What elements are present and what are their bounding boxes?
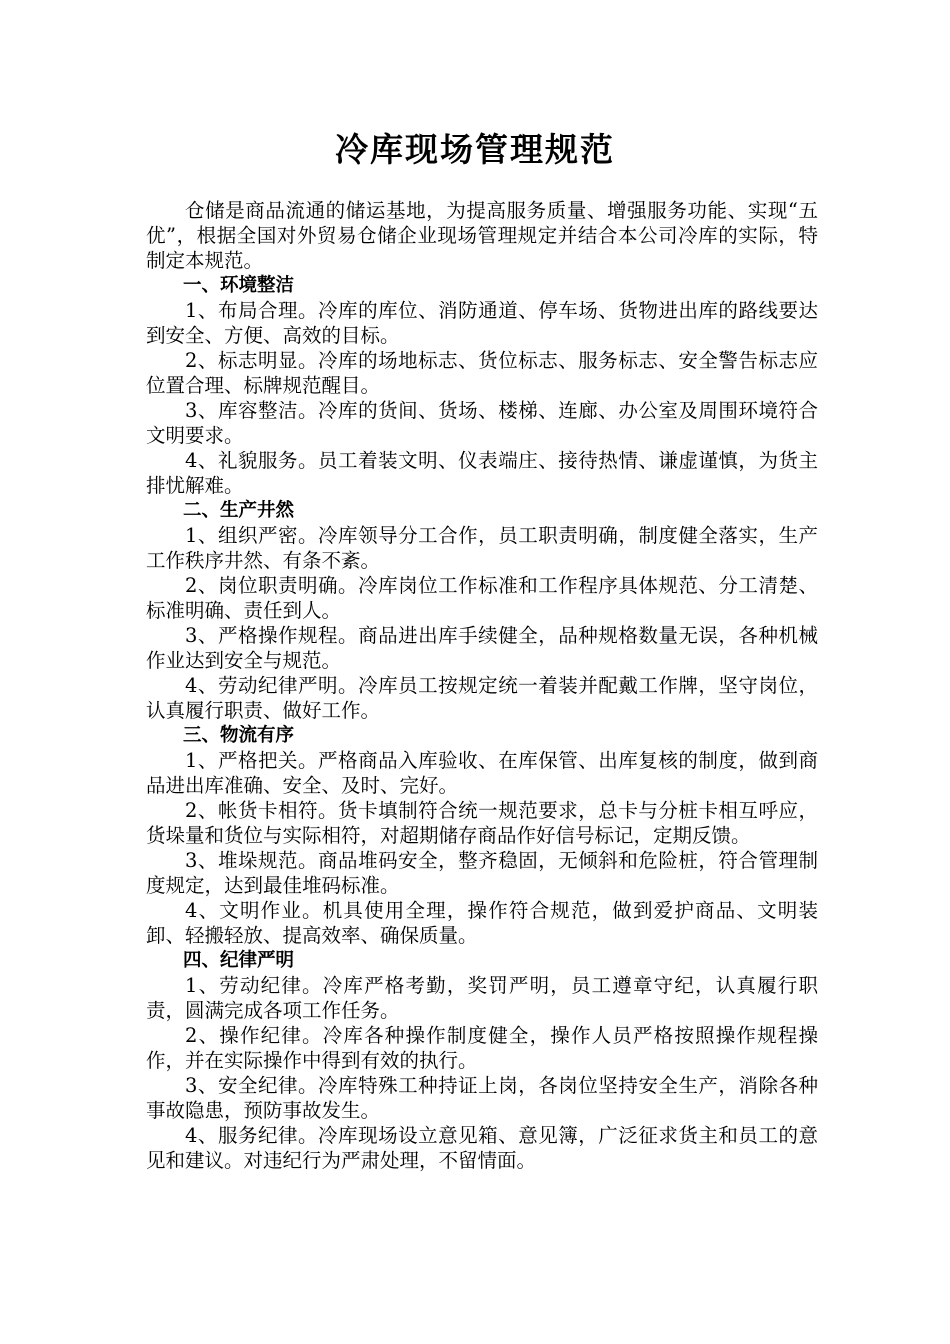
document-body (146, 198, 818, 1173)
section-2-item-2: 2、岗位职责明确。冷库岗位工作标准和工作程序具体规范、分工清楚、标准明确、责任到人。 (146, 574, 818, 622)
intro-paragraph: 仓储是商品流通的储运基地，为提高服务质量、增强服务功能、实现“五优”，根据全国对外贸易仓储企业现场管理规定并结合本公司冷库的实际，特制定本规范。 (146, 199, 818, 272)
section-3-item-1: 1、严格把关。严格商品入库验收、在库保管、出库复核的制度，做到商品进出库准确、安全、及时、完好。 (146, 749, 818, 797)
section-3-item-2: 2、帐货卡相符。货卡填制符合统一规范要求，总卡与分桩卡相互呼应，货垛量和货位与实际相符，对超期储存商品作好信号标记，定期反馈。 (146, 799, 818, 847)
section-4-item-1: 1、劳动纪律。冷库严格考勤，奖罚严明，员工遵章守纪，认真履行职责，圆满完成各项工作任务。 (146, 974, 818, 1022)
section-heading-discipline: 四、纪律严明 (183, 950, 295, 971)
section-1-item-1: 1、布局合理。冷库的库位、消防通道、停车场、货物进出库的路线要达到安全、方便、高效的目标。 (146, 299, 818, 347)
section-2-item-4: 4、劳动纪律严明。冷库员工按规定统一着装并配戴工作牌，坚守岗位，认真履行职责、做好工作。 (146, 674, 818, 722)
section-heading-environment: 一、环境整洁 (183, 275, 295, 296)
section-1-item-4: 4、礼貌服务。员工着装文明、仪表端庄、接待热情、谦虚谨慎，为货主排忧解难。 (146, 449, 818, 497)
section-2-item-3: 3、严格操作规程。商品进出库手续健全，品种规格数量无误，各种机械作业达到安全与规范。 (146, 624, 818, 672)
document-title: 冷库现场管理规范 (335, 130, 615, 169)
section-1-item-2: 2、标志明显。冷库的场地标志、货位标志、服务标志、安全警告标志应位置合理、标牌规范醒目。 (146, 349, 818, 397)
section-4-item-4: 4、服务纪律。冷库现场设立意见箱、意见簿，广泛征求货主和员工的意见和建议。对违纪行为严肃处理，不留情面。 (146, 1124, 818, 1172)
section-4-item-2: 2、操作纪律。冷库各种操作制度健全，操作人员严格按照操作规程操作，并在实际操作中得到有效的执行。 (146, 1024, 818, 1072)
section-2-item-1: 1、组织严密。冷库领导分工合作，员工职责明确，制度健全落实，生产工作秩序井然、有条不紊。 (146, 524, 818, 572)
section-3-item-4: 4、文明作业。机具使用全理，操作符合规范，做到爱护商品、文明装卸、轻搬轻放、提高效率、确保质量。 (146, 899, 818, 947)
section-4-item-3: 3、安全纪律。冷库特殊工种持证上岗，各岗位坚持安全生产，消除各种事故隐患，预防事故发生。 (146, 1074, 818, 1122)
section-heading-production: 二、生产井然 (183, 500, 295, 521)
section-1-item-3: 3、库容整洁。冷库的货间、货场、楼梯、连廊、办公室及周围环境符合文明要求。 (146, 399, 818, 447)
section-3-item-3: 3、堆垛规范。商品堆码安全，整齐稳固，无倾斜和危险桩，符合管理制度规定，达到最佳堆码标准。 (146, 849, 818, 897)
section-heading-logistics: 三、物流有序 (183, 725, 295, 746)
